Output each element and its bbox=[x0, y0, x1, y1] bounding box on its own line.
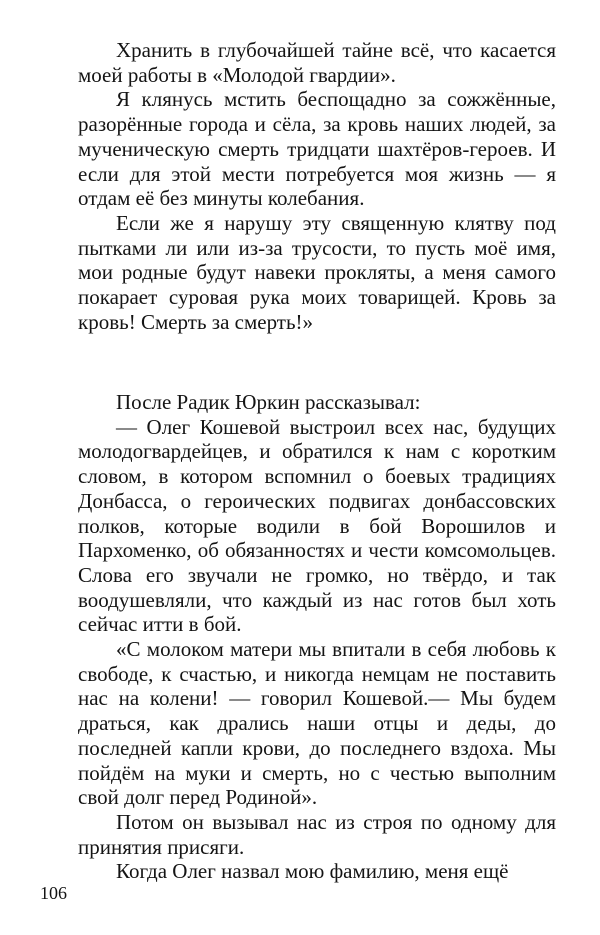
oath-paragraph-2: Я клянусь мстить беспощадно за сожжённые, разорённые города и сёла, за кровь наших людей, за мученическую смерть тридцати шахтёров-героев. И если для этой мести потребуется моя жизнь — я отдам её без минуты колебания. bbox=[78, 87, 556, 211]
oath-paragraph-1: Хранить в глубочайшей тайне всё, что касается моей работы в «Молодой гвардии». bbox=[78, 38, 556, 87]
story-paragraph-2: — Олег Кошевой выстроил всех нас, будущих молодогвардейцев, и обратился к нам с коротким словом, в котором вспомнил о боевых традициях Донбасса, о героических подвигах донбассовских полков, которые водили в бой Ворошилов и Пархоменко, об обязанностях и чести комсомольцев. Слова его звучали не громко, но твёрдо, и так воодушевляли, что каждый из нас готов был хоть сейчас итти в бой. bbox=[78, 414, 556, 637]
story-paragraph-3: «С молоком матери мы впитали в себя любовь к свободе, к счастью, и никогда немцам не поставить нас на колени! — говорил Кошевой.— Мы будем драться, как дрались наши отцы и деды, до последней капли крови, до последнего вздоха. Мы пойдём на муки и смерть, но с честью выполним свой долг перед Родиной». bbox=[78, 637, 556, 810]
story-text-block bbox=[78, 390, 556, 884]
oath-paragraph-3: Если же я нарушу эту священную клятву под пытками ли или из-за трусости, то пусть моё имя, мои родные будут навеки прокляты, а меня самого покарает суровая рука моих товарищей. Кровь за кровь! Смерть за смерть!» bbox=[78, 210, 556, 334]
story-paragraph-4: Потом он вызывал нас из строя по одному для принятия присяги. bbox=[78, 809, 556, 859]
story-paragraph-1: После Радик Юркин рассказывал: bbox=[116, 390, 421, 414]
oath-text-block bbox=[78, 38, 556, 334]
story-paragraph-5: Когда Олег назвал мою фамилию, меня ещё bbox=[116, 859, 509, 884]
page-number: 106 bbox=[40, 883, 67, 903]
